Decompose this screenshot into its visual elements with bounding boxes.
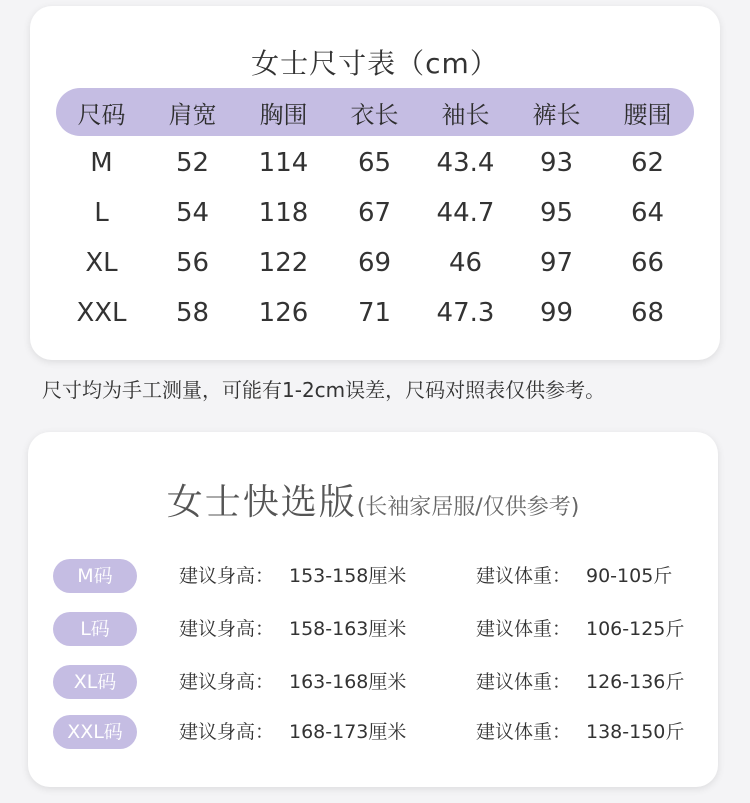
height-label: 建议身高：: [179, 721, 275, 743]
quick-select-heading: [28, 474, 718, 525]
size-badge: M码: [53, 559, 137, 593]
header-sleeve: 袖长: [441, 100, 490, 129]
weight-value: 90-105斤: [586, 565, 673, 587]
cell-chest: 126: [258, 298, 309, 328]
cell-shoulder: 52: [175, 148, 210, 178]
size-badge: XL码: [53, 665, 137, 699]
size-table-header: [56, 88, 694, 136]
cell-sleeve: 46: [448, 248, 483, 278]
cell-size: M: [90, 148, 113, 178]
quick-select-title: 女士快选版: [166, 482, 357, 523]
cell-pants: 93: [539, 148, 574, 178]
size-table-title: 女士尺寸表（cm）: [251, 47, 499, 80]
list-item: [53, 665, 703, 699]
cell-pants: 99: [539, 298, 574, 328]
cell-size: L: [94, 198, 109, 228]
weight-label: 建议体重：: [476, 721, 572, 743]
list-item: [53, 612, 703, 646]
table-row: [56, 293, 694, 333]
weight-label: 建议体重：: [476, 618, 572, 640]
cell-length: 67: [357, 198, 392, 228]
cell-length: 71: [357, 298, 392, 328]
weight-label: 建议体重：: [476, 671, 572, 693]
height-label: 建议身高：: [179, 618, 275, 640]
cell-size: XXL: [76, 298, 127, 328]
cell-size: XL: [85, 248, 118, 278]
height-value: 158-163厘米: [289, 618, 407, 640]
list-item: [53, 559, 703, 593]
cell-shoulder: 56: [175, 248, 210, 278]
weight-value: 138-150斤: [586, 721, 685, 743]
weight-value: 106-125斤: [586, 618, 685, 640]
cell-shoulder: 54: [175, 198, 210, 228]
size-badge: L码: [53, 612, 137, 646]
cell-length: 65: [357, 148, 392, 178]
height-label: 建议身高：: [179, 565, 275, 587]
weight-value: 126-136斤: [586, 671, 685, 693]
cell-waist: 64: [630, 198, 665, 228]
table-row: [56, 193, 694, 233]
cell-sleeve: 47.3: [436, 298, 495, 328]
cell-pants: 97: [539, 248, 574, 278]
cell-chest: 114: [258, 148, 309, 178]
cell-chest: 122: [258, 248, 309, 278]
cell-pants: 95: [539, 198, 574, 228]
list-item: [53, 715, 703, 749]
cell-sleeve: 43.4: [436, 148, 495, 178]
cell-waist: 68: [630, 298, 665, 328]
quick-select-card: [28, 432, 718, 787]
measurement-note: 尺寸均为手工测量，可能有1-2cm误差，尺码对照表仅供参考。: [42, 378, 606, 402]
header-waist: 腰围: [623, 100, 672, 129]
cell-length: 69: [357, 248, 392, 278]
table-row: [56, 143, 694, 183]
cell-chest: 118: [258, 198, 309, 228]
cell-sleeve: 44.7: [436, 198, 495, 228]
table-row: [56, 243, 694, 283]
cell-waist: 66: [630, 248, 665, 278]
height-value: 153-158厘米: [289, 565, 407, 587]
header-chest: 胸围: [259, 100, 308, 129]
cell-waist: 62: [630, 148, 665, 178]
size-badge: XXL码: [53, 715, 137, 749]
size-table-card: [30, 6, 720, 360]
height-label: 建议身高：: [179, 671, 275, 693]
height-value: 163-168厘米: [289, 671, 407, 693]
header-pants: 裤长: [532, 100, 581, 129]
quick-select-subtitle: (长袖家居服/仅供参考): [356, 495, 580, 520]
cell-shoulder: 58: [175, 298, 210, 328]
header-size: 尺码: [77, 100, 126, 129]
weight-label: 建议体重：: [476, 565, 572, 587]
header-shoulder: 肩宽: [168, 100, 217, 129]
height-value: 168-173厘米: [289, 721, 407, 743]
header-length: 衣长: [350, 100, 399, 129]
